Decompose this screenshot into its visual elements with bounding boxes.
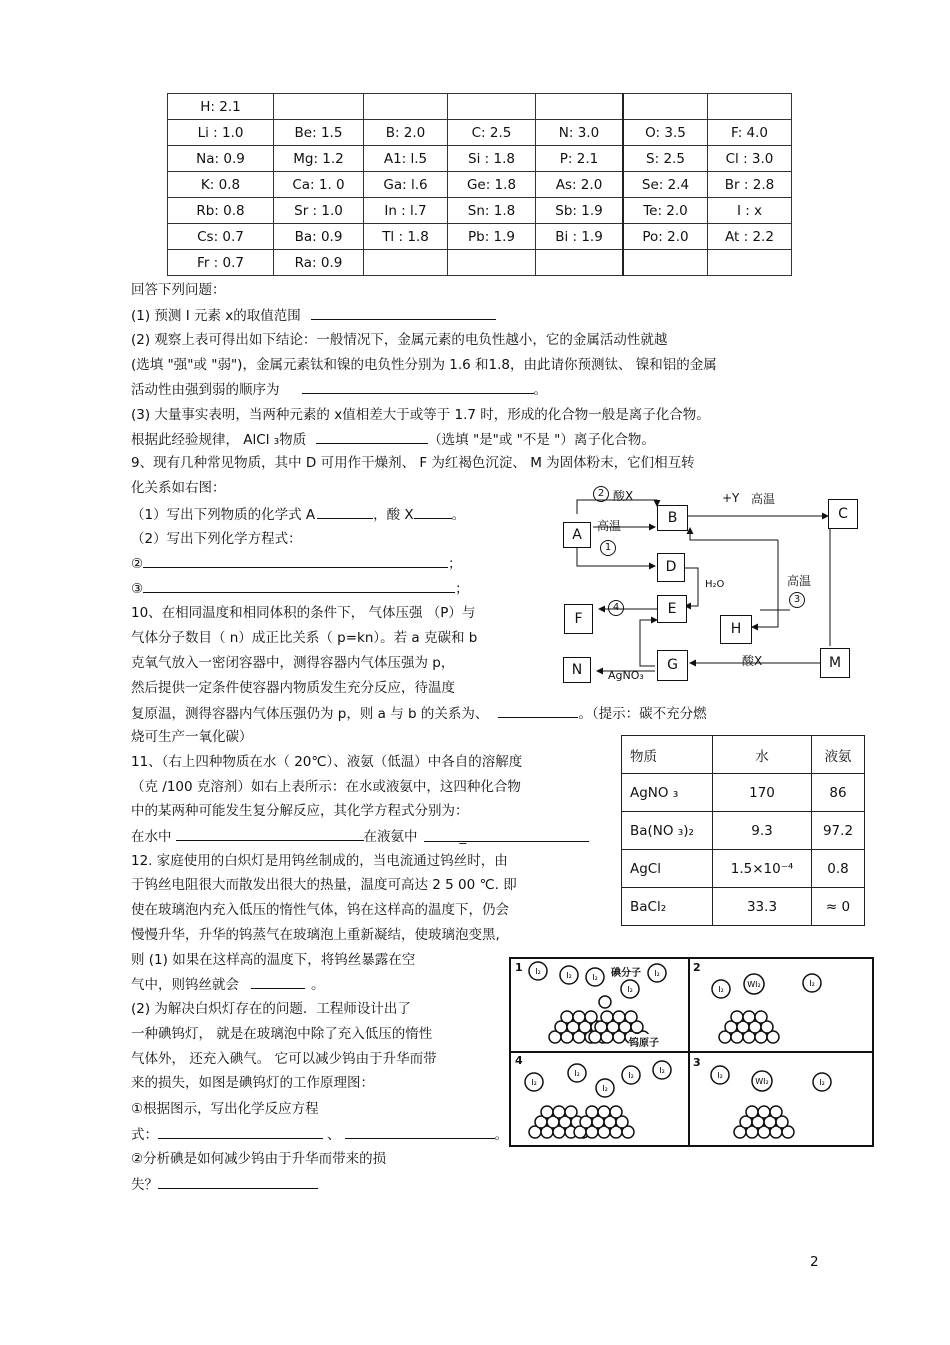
q8-part3-line2: 根据此经验规律， AlCl ₃物质 （选填 "是"或 "不是 "）离子化合物。: [131, 429, 655, 450]
q10-line3: 克氧气放入一密闭容器中，测得容器内气体压强为 p，: [131, 655, 455, 671]
node-d: D: [657, 553, 685, 582]
q9-line2: 化关系如右图：: [131, 480, 226, 496]
q12-line11: ①根据图示，写出化学反应方程: [131, 1101, 319, 1117]
panel-3-label: 3: [693, 1056, 701, 1069]
iodine-molecule-text: I₂: [717, 1071, 723, 1080]
tungsten-atom: [541, 1106, 553, 1118]
table-cell: Mg: 1.2: [274, 146, 364, 172]
table-row: [168, 250, 792, 276]
panel-4-label: 4: [515, 1054, 523, 1067]
tungsten-atom: [573, 1011, 585, 1023]
label-high-temp-2: 高温: [597, 519, 622, 533]
answer-blank[interactable]: [311, 305, 496, 320]
answer-blank[interactable]: [317, 504, 373, 519]
table-cell: [448, 250, 536, 276]
q9-equation-3: ③ ；: [131, 578, 469, 599]
tungsten-atom-label: 钨原子: [629, 1034, 659, 1049]
iodine-molecule-text: I₂: [819, 1078, 825, 1087]
table-cell: Sr : 1.0: [274, 198, 364, 224]
node-f: F: [564, 604, 593, 634]
table-cell: Ba(NO ₃)₂: [622, 812, 713, 850]
table-cell: Cs: 0.7: [168, 224, 274, 250]
table-cell: BaCl₂: [622, 888, 713, 926]
step-3-marker: 3: [789, 592, 805, 608]
answer-blank[interactable]: [345, 1124, 495, 1139]
table-cell: P: 2.1: [536, 146, 624, 172]
q9-part1: （1）写出下列物质的化学式 A ，酸 X 。: [131, 504, 465, 525]
table-cell: Te: 2.0: [623, 198, 708, 224]
q12-line13: ②分析碘是如何减少钨由于升华而带来的损: [131, 1151, 387, 1167]
table-cell: [708, 250, 792, 276]
table-cell: [364, 94, 448, 120]
table-cell: 0.8: [812, 850, 865, 888]
answer-blank[interactable]: [414, 504, 452, 519]
tungsten-atom: [758, 1106, 770, 1118]
table-cell: H: 2.1: [168, 94, 274, 120]
table-cell: A1: l.5: [364, 146, 448, 172]
panel-1-label: 1: [515, 961, 523, 974]
table-row: [168, 224, 792, 250]
label-high-temp-3: 高温: [787, 574, 812, 588]
table-cell: 97.2: [812, 812, 865, 850]
tungsten-atom: [586, 1106, 598, 1118]
table-cell: AgCl: [622, 850, 713, 888]
answer-blank[interactable]: [143, 553, 448, 568]
table-cell: Sn: 1.8: [448, 198, 536, 224]
node-e: E: [657, 595, 687, 623]
table-cell: Cl : 3.0: [708, 146, 792, 172]
table-cell: Rb: 0.8: [168, 198, 274, 224]
tungsten-atom: [601, 1011, 613, 1023]
iodine-molecule-text: I₂: [659, 1066, 665, 1075]
intro-text: 回答下列问题：: [131, 282, 226, 298]
q12-line4: 慢慢升华，升华的钨蒸气在玻璃泡上重新凝结，使玻璃泡变黑,: [131, 927, 500, 943]
page-number: 2: [810, 1254, 819, 1270]
table-row: [622, 888, 865, 926]
label-agno3: AgNO₃: [608, 669, 644, 682]
answer-blank[interactable]: [316, 429, 428, 444]
table-cell: Li : 1.0: [168, 120, 274, 146]
tungsten-atom: [625, 1011, 637, 1023]
node-m: M: [820, 648, 850, 678]
answer-blank[interactable]: [498, 703, 578, 718]
tungsten-atom: [598, 1106, 610, 1118]
table-cell: 33.3: [713, 888, 812, 926]
electronegativity-table: [167, 93, 792, 276]
table-cell: K: 0.8: [168, 172, 274, 198]
step-1-marker: 1: [600, 540, 616, 556]
table-cell: [623, 250, 708, 276]
step-4-marker: 4: [608, 600, 624, 616]
q11-line2: （克 /100 克溶剂）如右上表所示：在水或液氨中，这四种化合物: [131, 779, 521, 795]
table-row: [622, 774, 865, 812]
table-cell: S: 2.5: [623, 146, 708, 172]
table-cell: N: 3.0: [536, 120, 624, 146]
table-row: [168, 198, 792, 224]
table-cell: Fr : 0.7: [168, 250, 274, 276]
tungsten-atom: [553, 1106, 565, 1118]
table-cell: Na: 0.9: [168, 146, 274, 172]
header-ammonia: 液氨: [812, 736, 865, 774]
q8-part2-line1: (2) 观察上表可得出如下结论：一般情况下，金属元素的电负性越小，它的金属活动性就越: [131, 332, 668, 348]
answer-blank[interactable]: _: [424, 827, 589, 842]
iodine-molecule-text: I₂: [628, 1071, 634, 1080]
table-cell: [448, 94, 536, 120]
header-substance: 物质: [622, 736, 713, 774]
answer-blank[interactable]: [158, 1124, 323, 1139]
iodine-molecule-text: I₂: [574, 1069, 580, 1078]
q12-line2: 于钨丝电阻很大而散发出很大的热量，温度可高达 2 5 00 ℃. 即: [131, 877, 517, 893]
table-cell: Po: 2.0: [623, 224, 708, 250]
q12-line12: 式： 、 。: [131, 1124, 508, 1145]
q12-line7: (2) 为解决白炽灯存在的问题．工程师设计出了: [131, 1001, 411, 1017]
node-c: C: [828, 499, 858, 529]
table-cell: 170: [713, 774, 812, 812]
tungsten-iodide-text: WI₂: [747, 980, 761, 989]
panel-2-label: 2: [693, 961, 701, 974]
table-cell: [364, 250, 448, 276]
q10-line6: 烧可生产一氧化碳）: [131, 729, 253, 745]
q12-line3: 使在玻璃泡内充入低压的惰性气体，钨在这样高的温度下，仍会: [131, 902, 509, 918]
tungsten-atom: [743, 1011, 755, 1023]
table-cell: Pb: 1.9: [448, 224, 536, 250]
q12-line6: 气中，则钨丝就会 。: [131, 974, 325, 995]
table-cell: [274, 94, 364, 120]
table-cell: Sb: 1.9: [536, 198, 624, 224]
table-row: [622, 812, 865, 850]
tungsten-atom: [746, 1106, 758, 1118]
iodine-molecule-label: 碘分子: [611, 964, 641, 979]
q8-part3-line1: (3) 大量事实表明，当两种元素的 x值相差大于或等于 1.7 时，形成的化合物一般是离子化合物。: [131, 407, 710, 423]
label-plus-y: +Y: [722, 491, 740, 505]
q9-line1: 9、现有几种常见物质，其中 D 可用作干燥剂、 F 为红褐色沉淀、 M 为固体粉末，它们相互转: [131, 455, 695, 471]
tungsten-iodide-text: WI₂: [755, 1077, 769, 1086]
q12-line8: 一种碘钨灯， 就是在玻璃泡中除了充入低压的惰性: [131, 1026, 433, 1042]
answer-blank[interactable]: [176, 826, 364, 841]
iodine-molecule-text: I₂: [531, 1078, 537, 1087]
table-cell: 9.3: [713, 812, 812, 850]
table-cell: Ba: 0.9: [274, 224, 364, 250]
table-cell: [536, 94, 624, 120]
q8-part2-line2: (选填 "强"或 "弱")，金属元素钛和镍的电负性分别为 1.6 和1.8，由此请你预测钛、 镍和铝的金属: [131, 357, 717, 373]
tungsten-atom: [585, 1011, 597, 1023]
table-cell: [708, 94, 792, 120]
header-water: 水: [713, 736, 812, 774]
label-acid-x-top: 酸X: [613, 489, 634, 503]
q9-part2: （2）写出下列化学方程式：: [131, 531, 302, 547]
node-h: H: [720, 615, 752, 644]
table-row: [168, 94, 792, 120]
label-acid-x-bottom: 酸X: [742, 654, 763, 668]
q8-part2-line3: 活动性由强到弱的顺序为 。: [131, 379, 547, 400]
table-cell: Be: 1.5: [274, 120, 364, 146]
table-row: [168, 172, 792, 198]
table-cell: Ca: 1. 0: [274, 172, 364, 198]
table-cell: Si : 1.8: [448, 146, 536, 172]
q11-line3: 中的某两种可能发生复分解反应，其化学方程式分别为：: [131, 803, 469, 819]
q11-line1: 11、（右上四种物质在水（ 20℃）、液氨（低温）中各自的溶解度: [131, 754, 523, 770]
q9-equation-2: ② ；: [131, 553, 462, 574]
table-cell: [623, 94, 708, 120]
iodine-molecule-text: I₂: [627, 985, 633, 994]
q8-part1: (1) 预测 I 元素 x的取值范围: [131, 305, 496, 326]
node-a: A: [563, 522, 591, 548]
table-cell: Ra: 0.9: [274, 250, 364, 276]
table-cell: ≈ 0: [812, 888, 865, 926]
table-cell: [536, 250, 624, 276]
tungsten-atom: [731, 1011, 743, 1023]
answer-blank[interactable]: [251, 974, 305, 989]
table-cell: Br : 2.8: [708, 172, 792, 198]
table-cell: AgNO ₃: [622, 774, 713, 812]
q10-line4: 然后提供一定条件使容器内物质发生充分反应，待温度: [131, 680, 455, 696]
iodine-molecule-text: I₂: [718, 985, 724, 994]
iodine-molecule-text: I₂: [535, 967, 541, 976]
table-cell: At : 2.2: [708, 224, 792, 250]
tungsten-atom: [770, 1106, 782, 1118]
iodine-molecule-text: I₂: [809, 979, 815, 988]
table-cell: Ge: 1.8: [448, 172, 536, 198]
q10-line2: 气体分子数目（ n）成正比关系（ p=kn）。若 a 克碳和 b: [131, 630, 478, 646]
tungsten-atom: [610, 1106, 622, 1118]
tungsten-atom: [613, 1011, 625, 1023]
table-cell: O: 3.5: [623, 120, 708, 146]
q12-line5: 则 (1) 如果在这样高的温度下，将钨丝暴露在空: [131, 952, 416, 968]
table-row: [622, 850, 865, 888]
iodine-molecule-text: I₂: [592, 973, 598, 982]
tungsten-atom: [565, 1106, 577, 1118]
label-h2o: H₂O: [705, 579, 725, 590]
label-high-temp-1: 高温: [751, 492, 776, 506]
table-cell: In : l.7: [364, 198, 448, 224]
lamp-drawing: [509, 957, 874, 1147]
table-cell: Bi : 1.9: [536, 224, 624, 250]
table-cell: I : x: [708, 198, 792, 224]
tungsten-atom-free: [599, 996, 611, 1008]
table-cell: B: 2.0: [364, 120, 448, 146]
table-cell: As: 2.0: [536, 172, 624, 198]
answer-blank[interactable]: [143, 578, 455, 593]
node-n: N: [563, 657, 591, 683]
answer-blank[interactable]: [158, 1174, 318, 1189]
iodine-molecule-text: I₂: [566, 971, 572, 980]
table-cell: 86: [812, 774, 865, 812]
table-cell: Tl : 1.8: [364, 224, 448, 250]
node-b: B: [657, 505, 688, 531]
table-row: [168, 120, 792, 146]
q12-line10: 来的损失，如图是碘钨灯的工作原理图：: [131, 1075, 374, 1091]
answer-blank[interactable]: [302, 379, 534, 394]
tungsten-atom: [755, 1011, 767, 1023]
q10-line5: 复原温，测得容器内气体压强仍为 p，则 a 与 b 的关系为、 。（提示：碳不充分燃: [131, 703, 707, 724]
table-cell: C: 2.5: [448, 120, 536, 146]
node-g: G: [657, 650, 688, 681]
iodine-molecule-text: I₂: [602, 1084, 608, 1093]
table-cell: Se: 2.4: [623, 172, 708, 198]
tungsten-atom: [561, 1011, 573, 1023]
iodine-molecule-text: I₂: [654, 969, 660, 978]
q12-line14: 失？: [131, 1174, 318, 1195]
step-2-marker: 2: [593, 486, 609, 502]
table-cell: Ga: l.6: [364, 172, 448, 198]
solubility-table: [621, 735, 865, 926]
table-cell: 1.5×10⁻⁴: [713, 850, 812, 888]
q11-line4: 在水中 在液氨中 _: [131, 826, 589, 847]
table-row: [168, 146, 792, 172]
q12-line9: 气体外， 还充入碘气。 它可以减少钨由于升华而带: [131, 1051, 437, 1067]
q12-line1: 12. 家庭使用的白炽灯是用钨丝制成的，当电流通过钨丝时，由: [131, 853, 508, 869]
table-cell: F: 4.0: [708, 120, 792, 146]
q10-line1: 10、在相同温度和相同体积的条件下， 气体压强 （P）与: [131, 605, 476, 621]
